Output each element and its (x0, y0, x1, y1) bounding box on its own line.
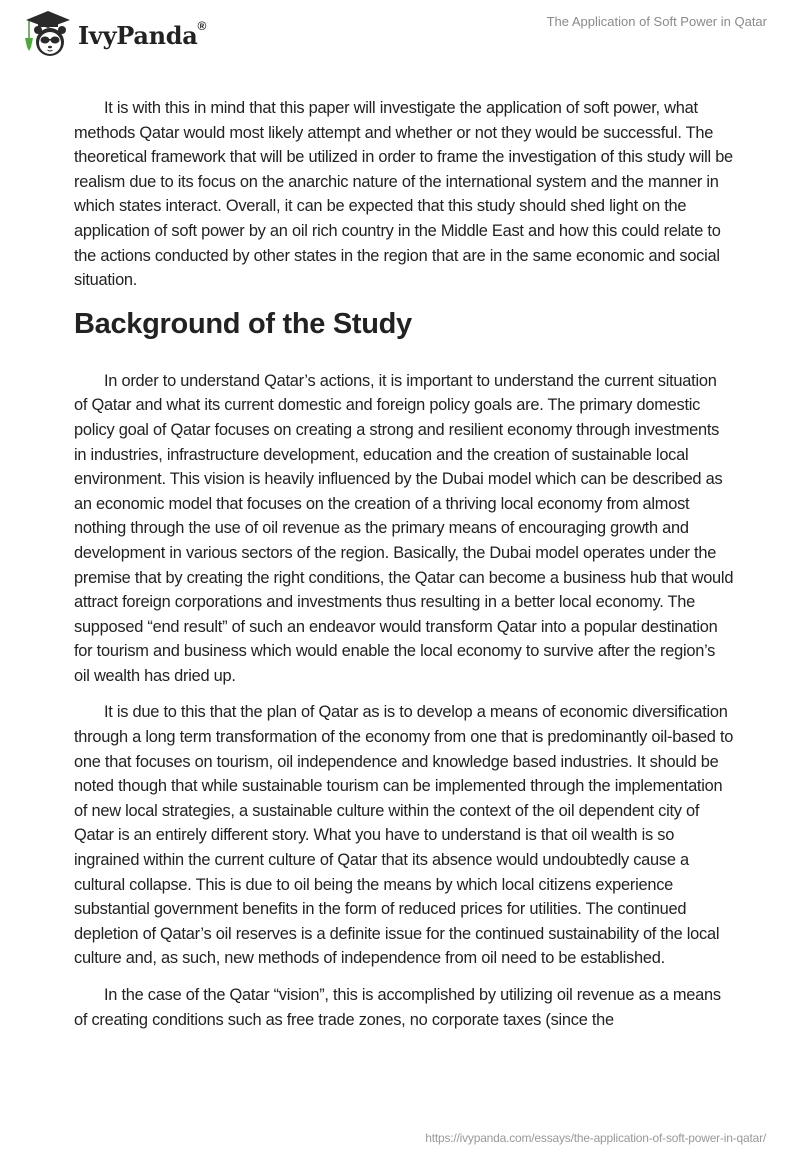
brand-name: IvyPanda® (78, 18, 206, 50)
panda-graduate-icon (20, 8, 76, 58)
document-title: The Application of Soft Power in Qatar (546, 14, 767, 29)
body-paragraph: In order to understand Qatar’s actions, it is important to understand the current situation of Qatar and what its current domestic and foreign policy goals are. The primary domestic policy goal of Qatar focuses on creating a strong and resilient economy through investments in industries, infrastructure development, education and the creation of sustainable local environment. This vision is heavily influenced by the Dubai model which can be described as an economic model that focuses on the creation of a thriving local economy from almost nothing through the use of oil revenue as the primary means of encouraging growth and development in various sectors of the region. Basically, the Dubai model operates under the premise that by creating the right conditions, the Qatar can become a business hub that would attract foreign corporations and investments thus resulting in a better local economy. The supposed “end result” of such an endeavor would transform Qatar into a popular destination for tourism and business which would enable the local economy to survive after the region’s oil wealth has dried up. (74, 371, 734, 685)
ivypanda-logo[interactable] (20, 8, 206, 58)
page-header (0, 0, 800, 66)
intro-paragraph: It is with this in mind that this paper will investigate the application of soft power, what methods Qatar would most likely attempt and whether or not they would be successful. The theoretical framework that will be utilized in order to frame the investigation of this study will be realism due to its focus on the anarchic nature of the international system and the manner in which states interact. Overall, it can be expected that this study should shed light on the application of soft power by an oil rich country in the Middle East and how this could relate to the actions conducted by other states in the region that are in the same economic and social situation. (74, 99, 733, 290)
essay-body (74, 96, 734, 1044)
body-paragraph: In the case of the Qatar “vision”, this is accomplished by utilizing oil revenue as a means of creating conditions such as free trade zones, no corporate taxes (since the (74, 986, 721, 1029)
body-paragraph: It is due to this that the plan of Qatar as is to develop a means of economic diversification through a long term transformation of the economy from one that is predominantly oil-based to one that focuses on tourism, oil independence and knowledge based industries. It should be noted though that while sustainable tourism can be implemented through the implementation of new local strategies, a sustainable culture within the context of the oil dependent city of Qatar is an entirely different story. What you have to understand is that oil wealth is so ingrained within the current culture of Qatar that its absence would undoubtedly cause a cultural collapse. This is due to oil being the means by which local citizens experience substantial government benefits in the form of reduced prices for utilities. The continued depletion of Qatar’s oil reserves is a definite issue for the continued sustainability of the local culture and, as such, new methods of independence from oil need to be established. (74, 703, 734, 968)
registered-mark: ® (197, 18, 206, 33)
section-heading: Background of the Study (74, 307, 412, 340)
source-url[interactable]: https://ivypanda.com/essays/the-application-of-soft-power-in-qatar/ (425, 1131, 766, 1145)
